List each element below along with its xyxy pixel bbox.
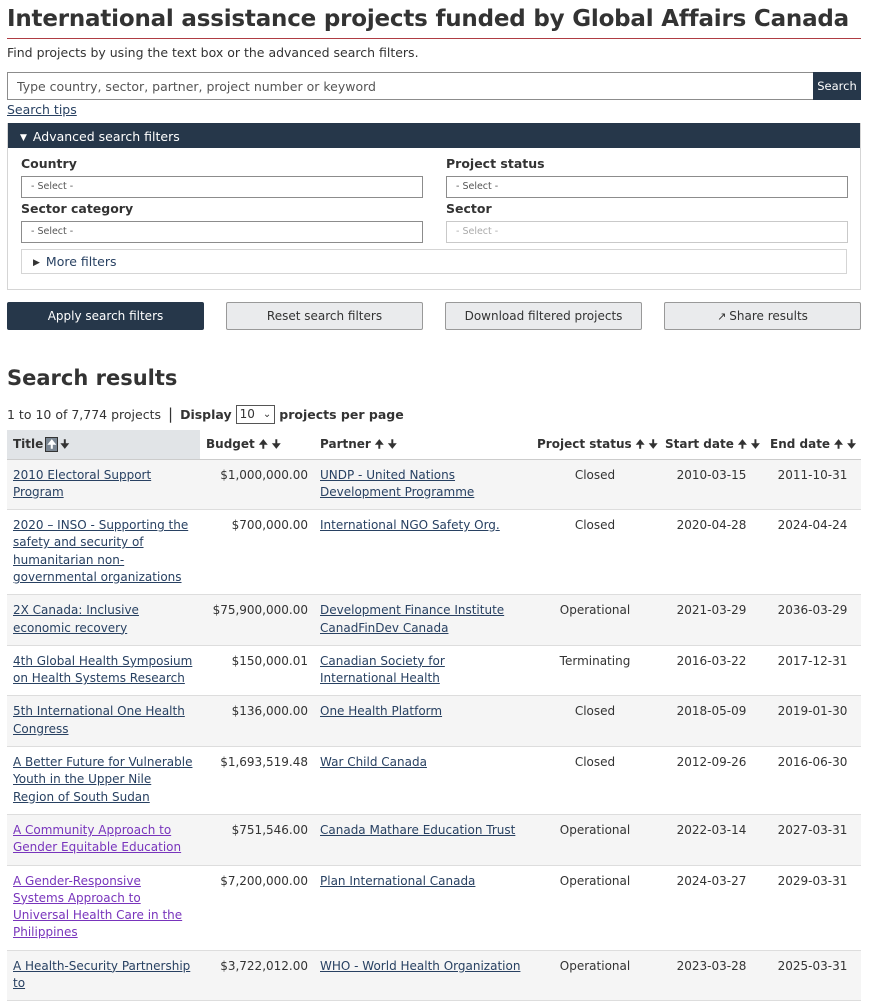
sort-up-icon[interactable]: 🠉 [47, 437, 57, 451]
share-icon: ↗ [717, 310, 727, 323]
partner-link[interactable]: WHO - World Health Organization [320, 958, 521, 973]
table-row [7, 645, 861, 696]
country-label: Country [21, 156, 77, 171]
sort-controls [736, 437, 762, 452]
table-row [7, 865, 861, 950]
sort-controls [257, 437, 283, 452]
end-date-cell: 2025-03-31 [777, 958, 848, 973]
end-date-cell: 2036-03-29 [777, 603, 848, 618]
triangle-down-icon: ▼ [20, 133, 27, 143]
start-date-cell: 2012-09-26 [676, 755, 747, 770]
sort-down-icon[interactable]: 🠋 [60, 437, 70, 451]
start-date-cell: 2020-04-28 [676, 518, 747, 533]
reset-filters-button[interactable]: Reset search filters [226, 302, 423, 330]
search-button[interactable]: Search [813, 72, 861, 100]
table-row [7, 510, 861, 595]
end-date-cell: 2027-03-31 [777, 822, 848, 837]
per-page-value: 10 [239, 407, 255, 421]
status-cell: Closed [574, 518, 616, 533]
table-header-row [7, 430, 861, 459]
sort-controls [45, 437, 71, 452]
end-date-cell: 2024-04-24 [777, 518, 848, 533]
search-input[interactable] [7, 72, 813, 100]
sort-down-icon[interactable]: 🠋 [847, 437, 857, 451]
table-row [7, 595, 861, 646]
more-filters-toggle[interactable] [21, 249, 847, 274]
start-date-cell: 2024-03-27 [676, 873, 747, 888]
intro-text: Find projects by using the text box or the advanced search filters. [7, 45, 419, 60]
sector-category-label: Sector category [21, 201, 134, 216]
table-row [7, 459, 861, 510]
partner-link[interactable]: International NGO Safety Org. [320, 518, 500, 533]
country-filter [21, 153, 423, 198]
sort-down-icon[interactable]: 🠋 [750, 437, 760, 451]
results-range: 1 to 10 of 7,774 projects [7, 406, 162, 422]
results-body [7, 459, 861, 1001]
status-cell: Closed [574, 467, 616, 482]
triangle-right-icon: ▶ [33, 258, 40, 268]
filter-actions [7, 302, 861, 330]
status-cell: Closed [574, 755, 616, 770]
budget-cell: $700,000.00 [231, 518, 308, 533]
table-row [7, 950, 861, 1001]
budget-cell: $751,546.00 [231, 822, 308, 837]
budget-cell: $3,722,012.00 [220, 958, 308, 973]
project-title-link[interactable]: A Gender-Responsive Systems Approach to Universal Health Care in the Philippines [13, 873, 183, 940]
sort-down-icon[interactable]: 🠋 [271, 437, 281, 451]
table-row [7, 814, 861, 865]
advanced-filters-panel [7, 123, 861, 290]
end-date-cell: 2016-06-30 [777, 755, 848, 770]
separator: | [168, 405, 174, 423]
column-header-status: Project status 🠉 🠋 [531, 430, 659, 459]
budget-cell: $75,900,000.00 [212, 603, 308, 618]
budget-cell: $1,693,519.48 [220, 755, 308, 770]
status-cell: Operational [559, 822, 631, 837]
sort-up-icon[interactable]: 🠉 [737, 437, 747, 451]
sort-up-icon[interactable]: 🠉 [258, 437, 268, 451]
column-header-title: Title 🠉 🠋 [7, 430, 200, 459]
end-date-cell: 2019-01-30 [777, 704, 848, 719]
project-title-link[interactable]: A Health-Security Partnership to [13, 958, 191, 991]
column-header-partner: Partner 🠉 🠋 [314, 430, 531, 459]
partner-link[interactable]: Canadian Society for International Health [320, 653, 445, 686]
sort-controls [373, 437, 399, 452]
end-date-cell: 2011-10-31 [777, 467, 848, 482]
start-date-cell: 2018-05-09 [676, 704, 747, 719]
partner-link[interactable]: Plan International Canada [320, 873, 476, 888]
country-select[interactable]: - Select - [21, 176, 423, 198]
project-status-label: Project status [446, 156, 545, 171]
advanced-filters-toggle[interactable] [8, 123, 860, 148]
project-status-select[interactable]: - Select - [446, 176, 848, 198]
partner-link[interactable]: One Health Platform [320, 704, 443, 719]
project-title-link[interactable]: 2X Canada: Inclusive economic recovery [13, 603, 139, 635]
share-results-label: Share results [729, 309, 808, 323]
more-filters-label: More filters [45, 254, 117, 269]
apply-filters-button[interactable]: Apply search filters [7, 302, 204, 330]
status-cell: Operational [559, 958, 631, 973]
search-tips-link[interactable]: Search tips [7, 102, 77, 117]
sort-up-icon[interactable]: 🠉 [374, 437, 384, 451]
column-header-start-date: Start date 🠉 🠋 [659, 430, 764, 459]
display-label: Display [180, 406, 232, 422]
project-status-filter [446, 153, 848, 198]
end-date-cell: 2029-03-31 [777, 873, 848, 888]
project-title-link[interactable]: A Better Future for Vulnerable Youth in the Upper Nile Region of South Sudan [13, 755, 193, 804]
sector-filter [446, 198, 848, 243]
budget-cell: $136,000.00 [231, 704, 308, 719]
table-row [7, 696, 861, 747]
project-title-link[interactable]: A Community Approach to Gender Equitable Education [13, 822, 182, 855]
sector-category-filter [21, 198, 423, 243]
status-cell: Operational [559, 603, 631, 618]
share-results-button[interactable] [664, 302, 861, 330]
partner-link[interactable]: UNDP - United Nations Development Programme [320, 467, 475, 499]
results-meta [7, 403, 861, 425]
per-page-suffix: projects per page [279, 406, 404, 422]
column-header-budget: Budget 🠉 🠋 [200, 430, 314, 459]
sector-select: - Select - [446, 221, 848, 243]
sort-down-icon[interactable]: 🠋 [387, 437, 397, 451]
search-bar [7, 72, 861, 100]
project-title-link[interactable]: 4th Global Health Symposium on Health Systems Research [13, 653, 193, 686]
sort-controls [832, 437, 858, 452]
start-date-cell: 2016-03-22 [676, 653, 747, 668]
advanced-filters-heading: Advanced search filters [32, 129, 180, 144]
start-date-cell: 2010-03-15 [676, 467, 747, 482]
budget-cell: $7,200,000.00 [220, 873, 308, 888]
status-cell: Closed [574, 704, 616, 719]
project-title-link[interactable]: 2020 – INSO - Supporting the safety and security of humanitarian non-governmental organizations [13, 518, 189, 584]
status-cell: Operational [559, 873, 631, 888]
start-date-cell: 2023-03-28 [676, 958, 747, 973]
table-row [7, 747, 861, 815]
start-date-cell: 2021-03-29 [676, 603, 747, 618]
budget-cell: $1,000,000.00 [220, 467, 308, 482]
partner-link[interactable]: War Child Canada [320, 755, 427, 770]
sort-up-icon[interactable]: 🠉 [635, 437, 645, 451]
partner-link[interactable]: Canada Mathare Education Trust [320, 822, 516, 837]
project-title-link[interactable]: 5th International One Health Congress [13, 704, 185, 736]
results-table [7, 430, 861, 1001]
sort-up-icon[interactable]: 🠉 [834, 437, 844, 451]
column-header-end-date: End date 🠉 🠋 [764, 430, 861, 459]
start-date-cell: 2022-03-14 [676, 822, 747, 837]
download-projects-button[interactable]: Download filtered projects [445, 302, 642, 330]
sector-category-select[interactable]: - Select - [21, 221, 423, 243]
partner-link[interactable]: Development Finance Institute CanadFinDev Canada [320, 603, 505, 635]
budget-cell: $150,000.01 [231, 653, 308, 668]
results-heading: Search results [7, 366, 178, 390]
sector-label: Sector [446, 201, 492, 216]
status-cell: Terminating [559, 653, 631, 668]
chevron-down-icon: ⌄ [262, 408, 272, 420]
sort-controls [634, 437, 660, 452]
per-page-select[interactable] [236, 405, 276, 424]
project-title-link[interactable]: 2010 Electoral Support Program [13, 467, 152, 499]
page-title: International assistance projects funded by Global Affairs Canada [7, 0, 861, 39]
end-date-cell: 2017-12-31 [777, 653, 848, 668]
sort-down-icon[interactable]: 🠋 [648, 437, 658, 451]
